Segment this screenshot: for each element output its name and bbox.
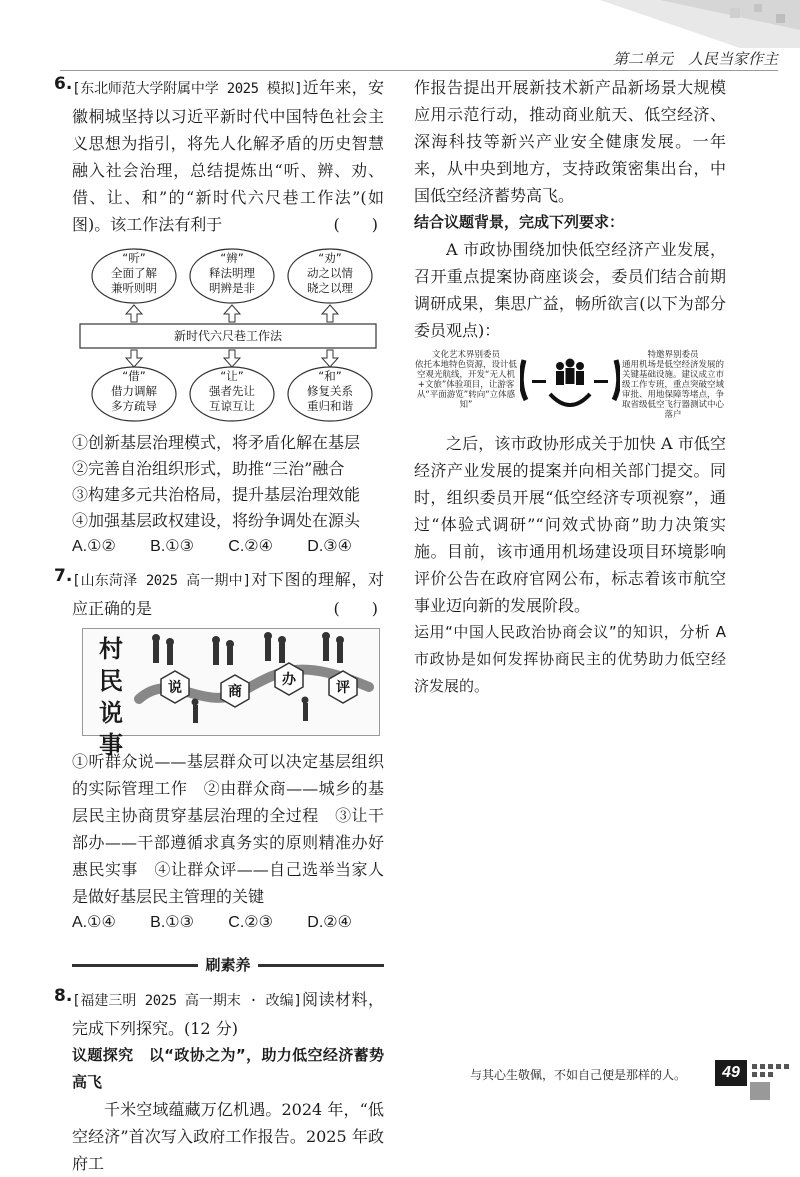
top-line1-2: 释法明理 — [209, 266, 255, 280]
answer-choices-q7 — [72, 910, 352, 936]
bottom-line1-2: 强者先让 — [209, 384, 255, 398]
page-number: 49 — [715, 1060, 747, 1086]
bottom-title-3: “和” — [318, 369, 342, 383]
corner-decoration — [540, 0, 800, 52]
left-opinion — [414, 350, 518, 410]
left-opinion-text: 依托本地特色资源，设计低空观光航线，开发“无人机+文旅”体验项目，让游客从“平面游览”转向“立体感知” — [414, 360, 517, 410]
choice-c[interactable]: C.②④ — [228, 538, 273, 555]
choice-a[interactable]: A.①② — [72, 538, 116, 555]
right-opinion — [620, 350, 726, 420]
people-meeting-icon — [520, 350, 620, 420]
q8-material-left: 千米空域蕴藏万亿机遇。2024 年，“低空经济”首次写入政府工作报告。2025 年政府工 — [72, 1100, 384, 1173]
footer-motto: 与其心生敬佩，不如自己便是那样的人。 — [470, 1068, 687, 1082]
top-line2-1: 兼听则明 — [111, 281, 157, 295]
q8-material-right: 作报告提出开展新技术新产品新场景大规模应用示范行动，推动商业航天、低空经济、深海科技等新兴产业安全健康发展。一年来，从中央到地方，支持政策密集出台，中国低空经济蓄势高飞。 — [414, 78, 726, 205]
top-line1-1: 全面了解 — [111, 266, 157, 280]
right-column — [414, 74, 726, 700]
bottom-title-1: “借” — [122, 369, 146, 383]
title-char: 民 — [99, 666, 123, 695]
bottom-line2-1: 多方疏导 — [111, 399, 157, 413]
stem-text: 对下图的理解，对应正确的是 — [72, 570, 384, 618]
question-stem — [72, 74, 384, 238]
choice-d[interactable]: D.③④ — [307, 538, 352, 555]
question-stem — [72, 986, 384, 1042]
hex-label-handle: 办 — [282, 672, 296, 688]
q8-paragraph-2: 之后，该市政协形成关于加快 A 市低空经济产业发展的提案并向相关部门提交。同时，组织委员开展“低空经济专项视察”，通过“体验式调研”“问效式协商”助力决策实施。目前，该市通用机场建设项目环境影响评价公告在政府官网公布，标志着该市航空事业迈向新的发展阶段。 — [414, 434, 726, 615]
choice-b[interactable]: B.①③ — [150, 914, 194, 931]
question-source: [福建三明 2025 高一期末 · 改编] — [72, 993, 302, 1009]
top-title-1: “听” — [122, 251, 146, 265]
divider-line-right — [258, 964, 384, 967]
left-column — [54, 74, 384, 1177]
bottom-line2-3: 重归和谐 — [307, 399, 353, 413]
bottom-line2-2: 互谅互让 — [209, 399, 255, 413]
up-arrow-icon — [126, 305, 338, 322]
right-opinion-title: 特邀界别委员 — [647, 350, 699, 360]
header-rule — [60, 70, 778, 71]
question-number: 6. — [54, 74, 73, 94]
option-4: ④加强基层政权建设，将纷争调处在源头 — [72, 511, 361, 530]
q8-question: 运用“中国人民政治协商会议”的知识，分析 A 市政协是如何发挥协商民主的优势助力低空经济发展的。 — [414, 623, 726, 695]
corner-dots-decoration — [750, 1062, 790, 1102]
top-line2-2: 明辨是非 — [209, 281, 255, 295]
q8-paragraph-1: A 市政协围绕加快低空经济产业发展，召开重点提案协商座谈会，委员们结合前期调研成果，集思广益，畅所欲言(以下为部分委员观点)： — [414, 240, 726, 340]
question-stem — [72, 566, 384, 622]
title-char: 说 — [99, 698, 123, 727]
six-chi-lane-diagram — [72, 246, 384, 424]
question-6 — [54, 74, 384, 238]
down-arrow-icon — [126, 350, 338, 367]
choice-d[interactable]: D.②④ — [307, 914, 352, 931]
title-char: 村 — [99, 634, 123, 663]
question-source: [山东菏泽 2025 高一期中] — [72, 573, 251, 589]
question-7 — [54, 566, 384, 622]
section-label: 刷素养 — [205, 956, 251, 974]
q8-topic: 议题探究 以“政协之为”，助力低空经济蓄势高飞 — [72, 1046, 384, 1091]
answer-bracket: ( ) — [333, 215, 378, 234]
figure-title — [91, 633, 131, 761]
center-label: 新时代六尺巷工作法 — [173, 329, 283, 343]
option-1: ①创新基层治理模式，将矛盾化解在基层 — [72, 433, 361, 452]
right-opinion-text: 通用机场是低空经济发展的关键基础设施。建议成立市级工作专班，重点突破空域审批、用地保障等堵点，争取省级低空飞行器测试中心落户 — [621, 360, 724, 420]
q7-options-text: ①听群众说——基层群众可以决定基层组织的实际管理工作 ②由群众商——城乡的基层民主协商贯穿基层治理的全过程 ③让干部办——干部遵循求真务实的原则精准办好惠民实事 ④让群众评——自己选举当家人是做好基层民主管理的关键 — [72, 752, 384, 906]
answer-bracket: ( ) — [333, 599, 378, 618]
bottom-title-2: “让” — [220, 369, 244, 383]
hex-path-illustration — [133, 629, 377, 733]
option-2: ②完善自治组织形式，助推“三治”融合 — [72, 459, 345, 478]
hex-label-say: 说 — [168, 680, 182, 696]
top-line2-3: 晓之以理 — [307, 281, 353, 295]
option-3: ③构建多元共治格局，提升基层治理效能 — [72, 485, 361, 504]
village-affairs-figure — [82, 628, 380, 759]
committee-opinions-figure — [414, 350, 726, 420]
question-8 — [54, 986, 384, 1042]
question-source: [东北师范大学附属中学 2025 模拟] — [72, 81, 303, 97]
question-number: 8. — [54, 986, 73, 1006]
choice-b[interactable]: B.①③ — [150, 538, 194, 555]
answer-choices-q6 — [72, 534, 352, 560]
section-divider — [72, 954, 384, 976]
title-char: 事 — [99, 730, 123, 759]
hex-label-discuss: 商 — [228, 684, 242, 700]
hex-label-evaluate: 评 — [336, 680, 350, 696]
top-line1-3: 动之以情 — [307, 266, 353, 280]
top-title-3: “劝” — [318, 251, 342, 265]
unit-title: 第二单元 人民当家作主 — [612, 50, 778, 68]
choice-a[interactable]: A.①④ — [72, 914, 116, 931]
question-number: 7. — [54, 566, 73, 586]
bottom-line1-1: 借力调解 — [111, 384, 157, 398]
choice-c[interactable]: C.②③ — [228, 914, 273, 931]
top-title-2: “辨” — [220, 251, 244, 265]
q8-task-intro: 结合议题背景，完成下列要求： — [414, 213, 625, 231]
stem-text: 近年来，安徽桐城坚持以习近平新时代中国特色社会主义思想为指引，将先人化解矛盾的历史智慧融入社会治理，总结提炼出“听、辨、劝、借、让、和”的“新时代六尺巷工作法”(如图)。该工作法有利于 — [72, 78, 384, 234]
left-opinion-title: 文化艺术界别委员 — [431, 350, 500, 360]
stem-text: 阅读材料，完成下列探究。(12 分) — [72, 990, 384, 1038]
bottom-line1-3: 修复关系 — [307, 384, 353, 398]
